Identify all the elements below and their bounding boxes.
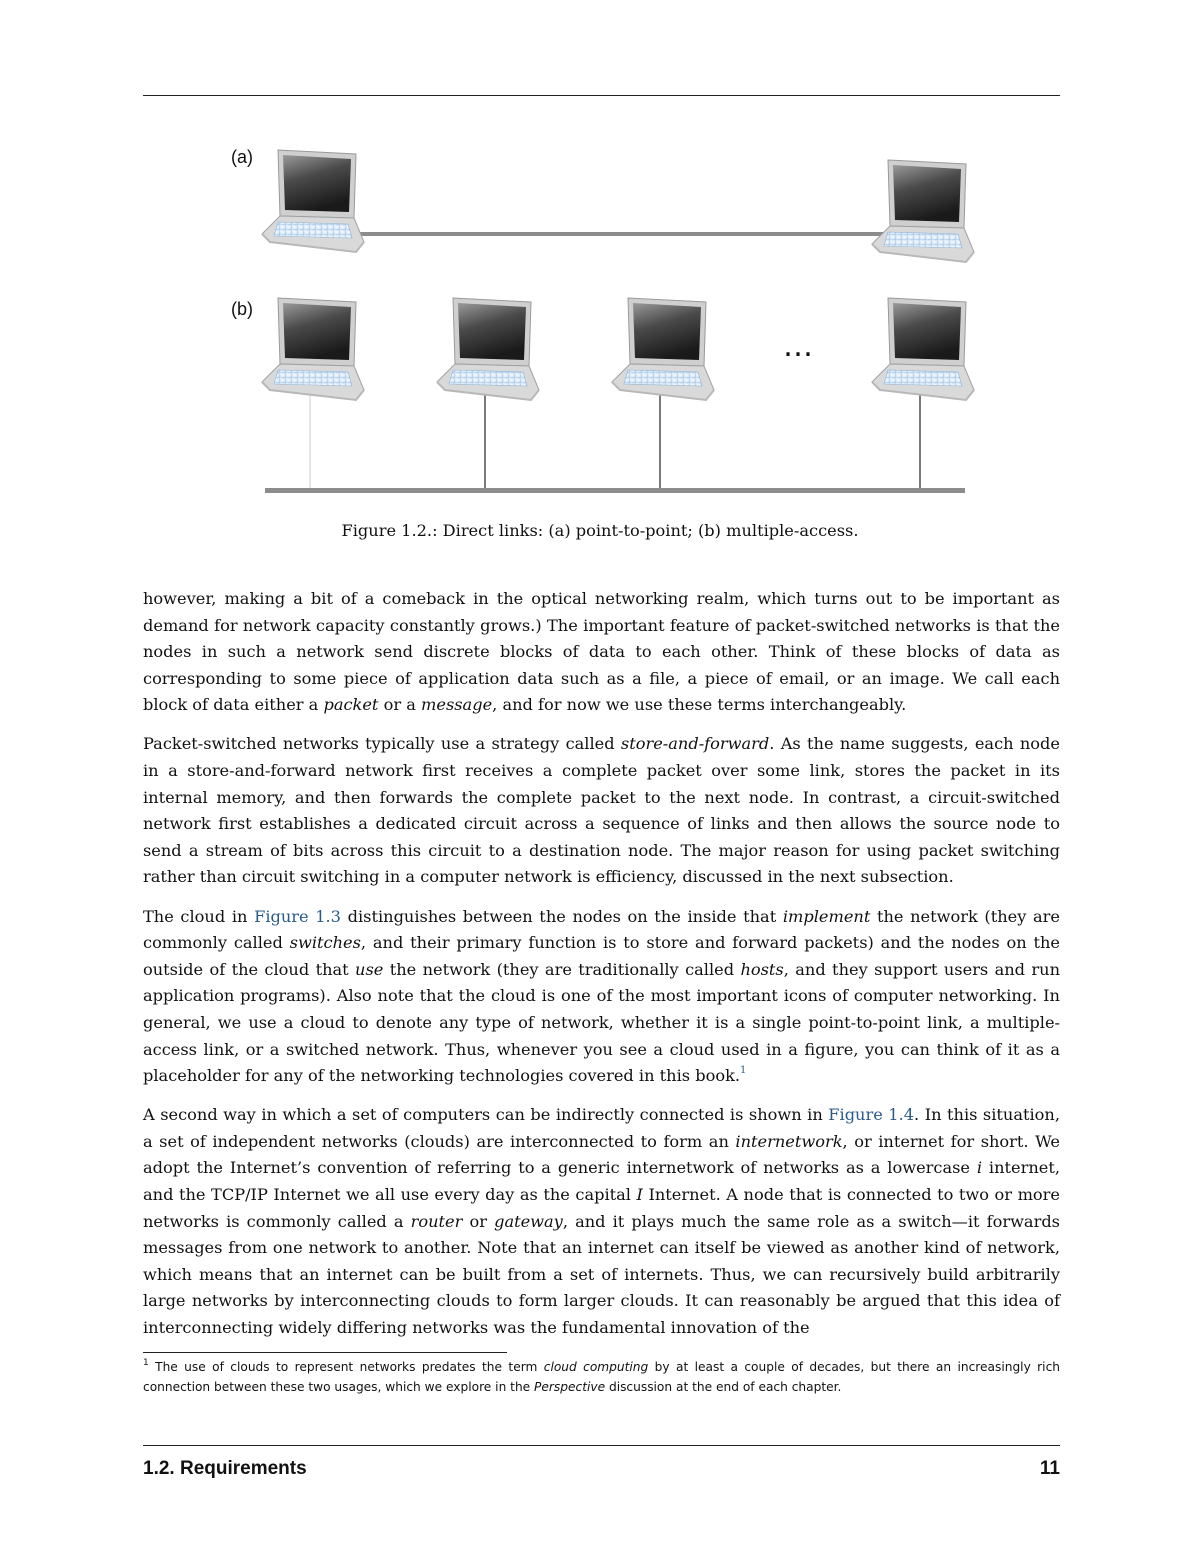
body-text (143, 586, 1060, 1354)
laptop-icon (872, 298, 974, 400)
shared-bus-link (265, 488, 965, 493)
label-b: (b) (231, 299, 253, 319)
paragraph: A second way in which a set of computers can be indirectly connected is shown in Figure 1.4. In this situation, a set of independent networks (clouds) are interconnected to form an internetwork, or internet for short. We adopt the Internet’s convention of referring to a generic internetwork of networks as a lowercase i internet, and the TCP/IP Internet we all use every day as the capital I Internet. A node that is connected to two or more networks is commonly called a router or gateway, and it plays much the same role as a switch—it forwards messages from one network to another. Note that an internet can itself be viewed as another kind of network, which means that an internet can be built from a set of internets. Thus, we can recursively build arbitrarily large networks by interconnecting clouds to form larger clouds. It can reasonably be argued that this idea of interconnecting widely differing networks was the fundamental innovation of the (143, 1105, 1060, 1337)
footer-rule (143, 1445, 1060, 1446)
laptop-icon (612, 298, 714, 400)
footnote: $^1$ The use of clouds to represent networks predates the term cloud computing by at least a couple of decades, but there an increasingly rich connection between these two usages, which we explore in the Perspective discussion at the end of each chapter. (143, 1358, 1060, 1394)
page-number: 11 (1039, 1458, 1060, 1479)
figure-caption: Figure 1.2.: Direct links: (a) point-to-point; (b) multiple-access. (341, 521, 859, 540)
label-a: (a) (231, 147, 253, 167)
laptop-icon (872, 160, 974, 262)
paragraph: The cloud in Figure 1.3 distinguishes between the nodes on the inside that implement the network (they are commonly called switches, and their primary function is to store and forward packets) and the nodes on the outside of the cloud that use the network (they are traditionally called hosts, and they support users and run application programs). Also note that the cloud is one of the most important icons of computer networking. In general, we use a cloud to denote any type of network, whether it is a single point-to-point link, a multiple-access link, or a switched network. Thus, whenever you see a cloud used in a figure, you can think of it as a placeholder for any of the networking technologies covered in this book.$^1$ (143, 906, 1060, 1086)
figure-direct-links (0, 0, 1200, 560)
footnote-rule (143, 1352, 507, 1353)
laptop-icon (262, 298, 364, 400)
page-footer (143, 1458, 1060, 1480)
figure-link[interactable]: Figure 1.3 (254, 906, 341, 926)
footnote-ref[interactable]: 1 (740, 1065, 747, 1077)
figure-link[interactable]: Figure 1.4 (828, 1105, 915, 1125)
paragraph: Packet-switched networks typically use a strategy called store-and-forward. As the name suggests, each node in a store-and-forward network first receives a complete packet over some link, stores the packet in its internal memory, and then forwards the complete packet to the next node. In contrast, a circuit-switched network first establishes a dedicated circuit across a sequence of links and then allows the source node to send a stream of bits across this circuit to a destination node. The major reason for using packet switching rather than circuit switching in a computer network is efficiency, discussed in the next subsection. (143, 734, 1060, 887)
laptop-icon (437, 298, 539, 400)
point-to-point-link (340, 232, 885, 236)
section-title: 1.2. Requirements (143, 1458, 307, 1479)
ellipsis: … (783, 329, 813, 364)
paragraph: however, making a bit of a comeback in the optical networking realm, which turns out to be important as demand for network capacity constantly grows.) The important feature of packet-switched networks is that the nodes in such a network send discrete blocks of data to each other. Think of these blocks of data as corresponding to some piece of application data such as a file, a piece of email, or an image. We call each block of data either a packet or a message, and for now we use these terms interchangeably. (143, 589, 1060, 715)
laptop-icon (262, 150, 364, 252)
